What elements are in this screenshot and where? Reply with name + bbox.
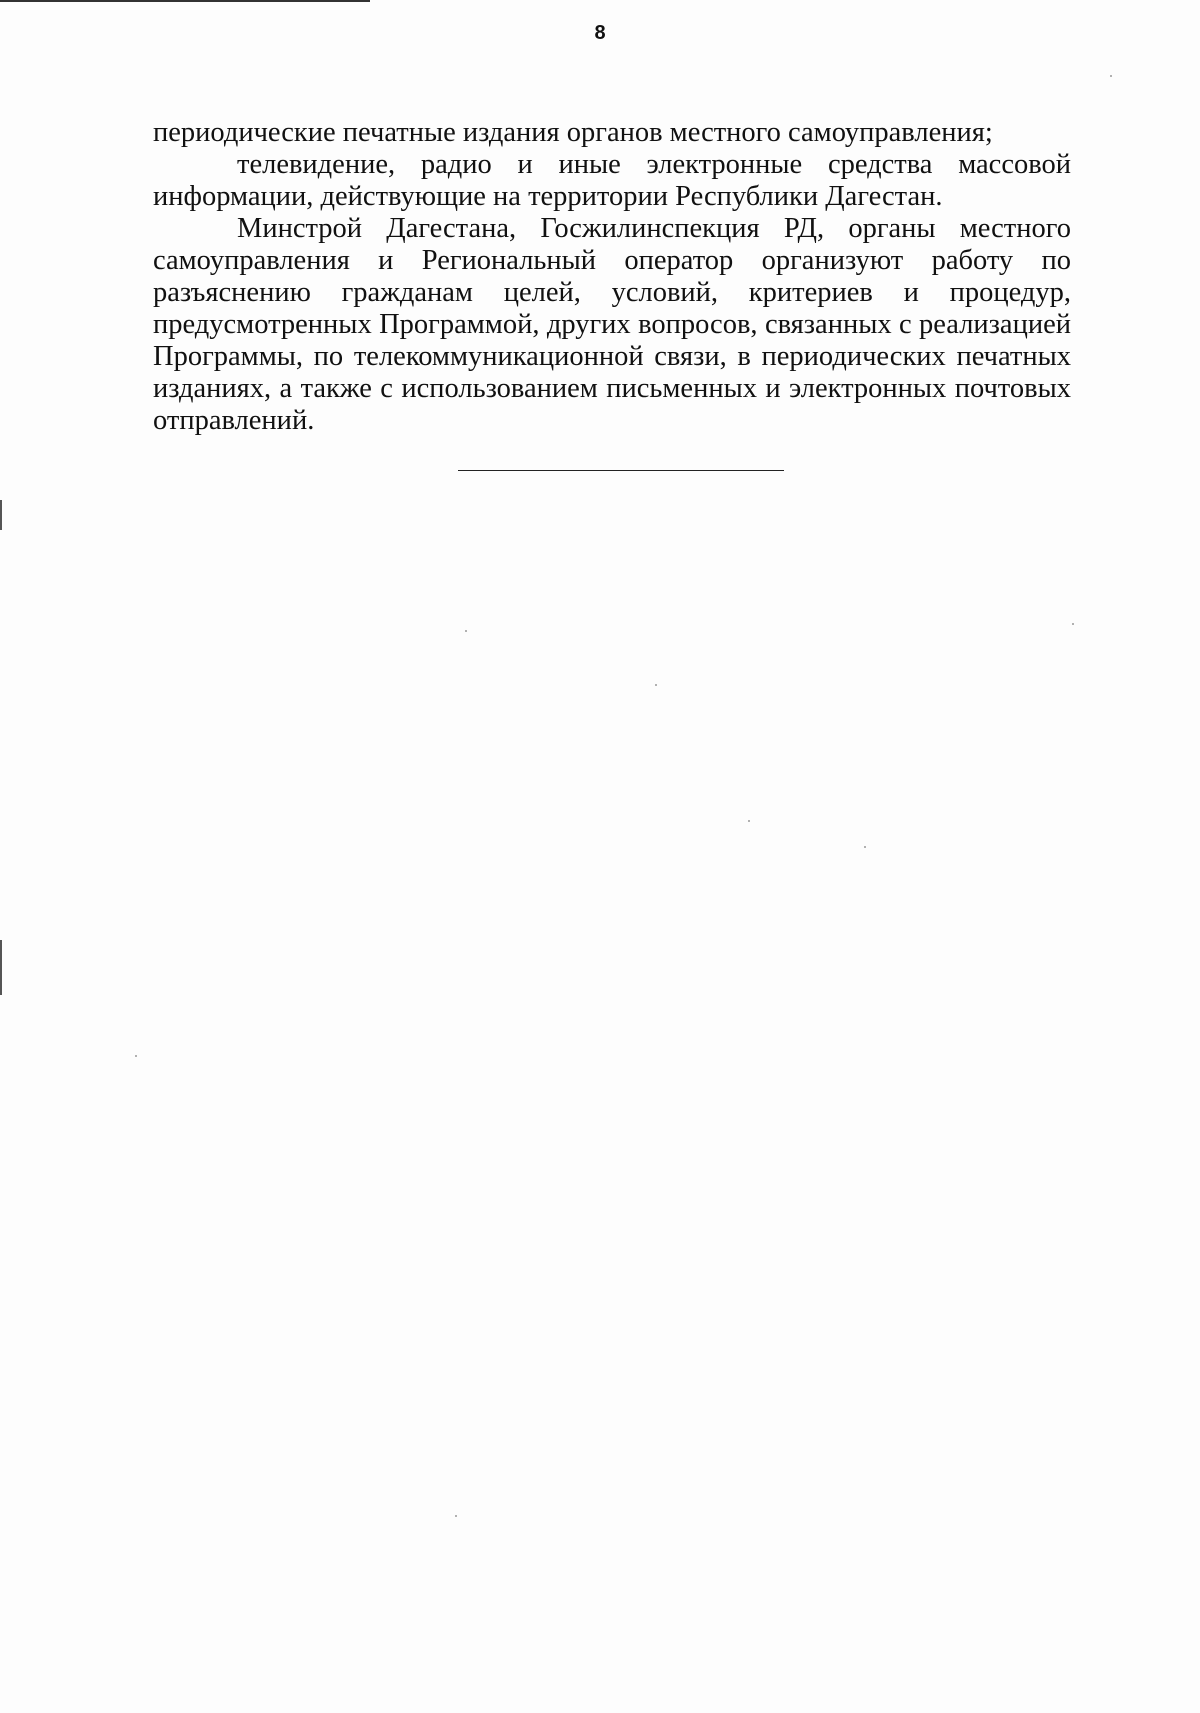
page-number: 8 — [594, 22, 606, 44]
scan-speck — [465, 630, 467, 632]
body-text — [153, 117, 1071, 437]
end-of-text-rule — [458, 470, 784, 471]
scan-edge-mark — [0, 500, 2, 530]
scan-speck — [655, 684, 657, 686]
scan-speck — [1072, 623, 1074, 625]
scan-speck — [1110, 75, 1112, 77]
paragraph-electronic-media: телевидение, радио и иные электронные средства массовой информации, действующие на территории Республики Дагестан. — [153, 149, 1071, 212]
paragraph-organizations: Минстрой Дагестана, Госжилинспекция РД, органы местного самоуправления и Региональный оператор организуют работу по разъяснению гражданам целей, условий, критериев и процедур, предусмотренных Программой, других вопросов, связанных с реализацией Программы, по телекоммуникационной связи, в периодических печатных изданиях, а также с использованием письменных и электронных почтовых отправлений. — [153, 213, 1071, 436]
scan-edge-line — [0, 0, 370, 2]
paragraph-print-media: периодические печатные издания органов местного самоуправления; — [153, 117, 993, 148]
scan-speck — [748, 820, 750, 822]
scan-speck — [864, 846, 866, 848]
scan-speck — [135, 1055, 137, 1057]
scan-speck — [455, 1515, 457, 1517]
scan-edge-mark — [0, 940, 2, 995]
